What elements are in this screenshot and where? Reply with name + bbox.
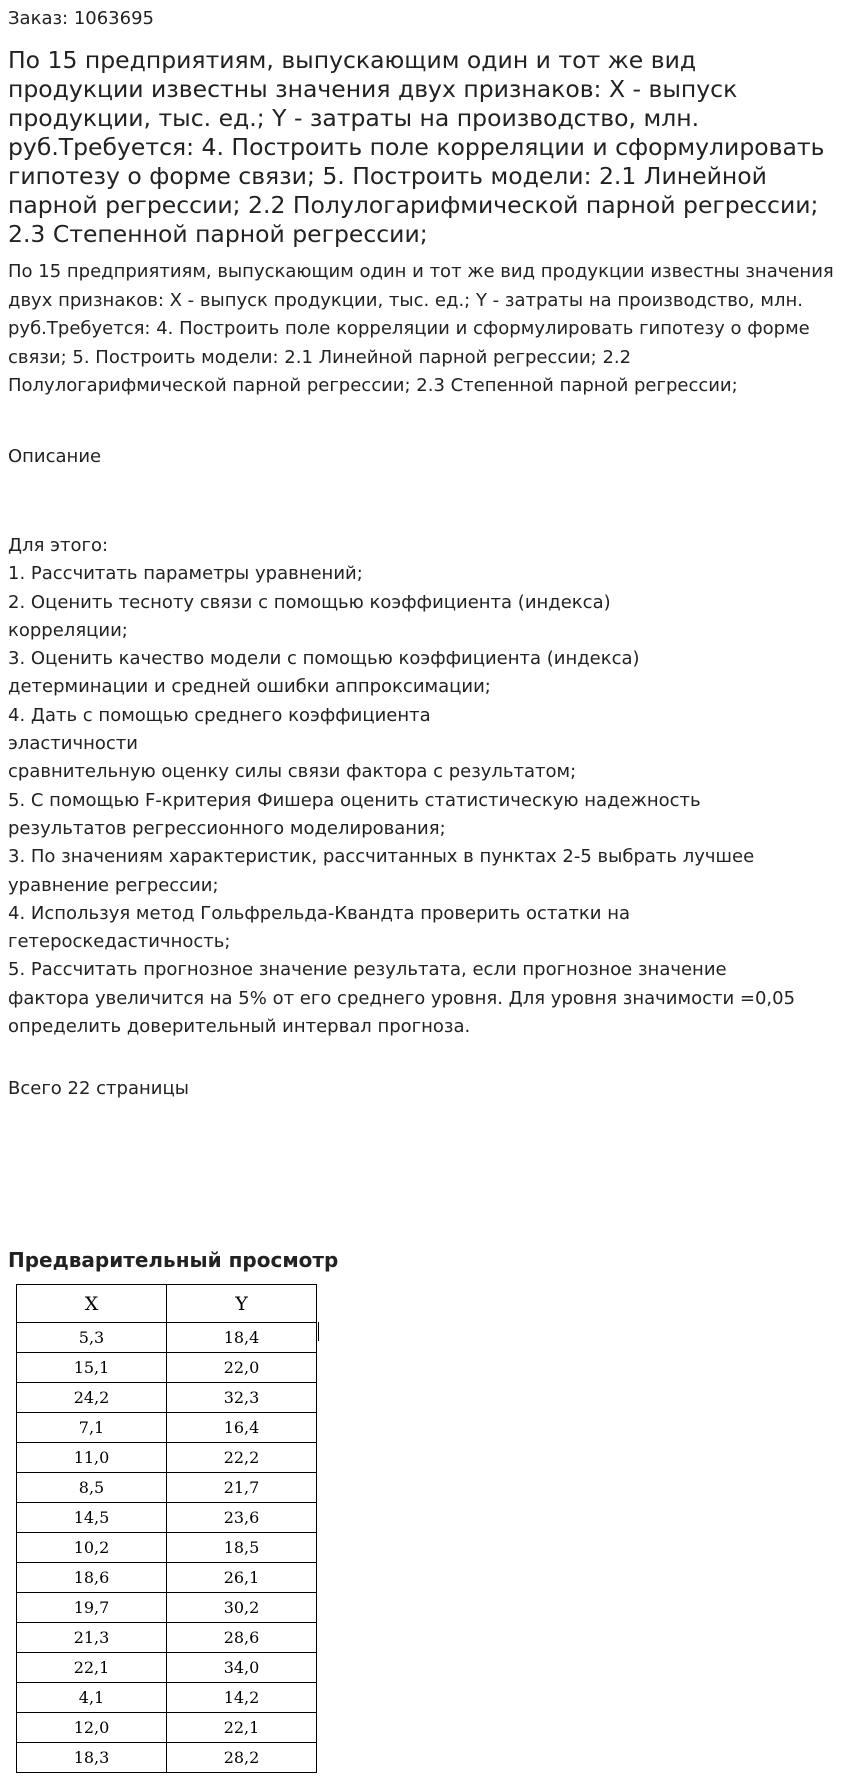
problem-description: По 15 предприятиям, выпускающим один и тот же вид продукции известны значения двух признаков: X - выпуск продукции, тыс. ед.; Y - затраты на производство, млн. руб.Требуется: 4. Построить поле корреляции и сформулировать гипотезу о форме связи; 5. Построить модели: 2.1 Линейной парной регрессии; 2.2 Полулогарифмической парной регрессии; 2.3 Степенной парной регрессии; — [8, 261, 834, 396]
cell-y: 18,5 — [167, 1533, 317, 1563]
cell-x: 24,2 — [17, 1383, 167, 1413]
cell-y: 22,0 — [167, 1353, 317, 1383]
cell-x: 15,1 — [17, 1353, 167, 1383]
page-title: По 15 предприятиям, выпускающим один и тот же вид продукции известны значения двух признаков: X - выпуск продукции, тыс. ед.; Y - затраты на производство, млн. руб.Требуется: 4. Построить поле корреляции и сформулировать гипотезу о форме связи; 5. Построить модели: 2.1 Линейной парной регрессии; 2.2 Полулогарифмической парной регрессии; 2.3 Степенной парной регрессии; — [8, 46, 825, 248]
cell-x: 14,5 — [17, 1503, 167, 1533]
cell-y: 14,2 — [167, 1683, 317, 1713]
table-row — [17, 1353, 317, 1383]
task-line: детерминации и средней ошибки аппроксимации; — [8, 676, 491, 698]
task-line: результатов регрессионного моделирования; — [8, 817, 446, 839]
cell-x: 4,1 — [17, 1683, 167, 1713]
task-line: эластичности — [8, 733, 138, 755]
cell-y: 30,2 — [167, 1593, 317, 1623]
header-y: Y — [167, 1285, 317, 1323]
cell-y: 28,6 — [167, 1623, 317, 1653]
cell-x: 22,1 — [17, 1653, 167, 1683]
cell-x: 7,1 — [17, 1413, 167, 1443]
cell-x: 19,7 — [17, 1593, 167, 1623]
cell-x: 5,3 — [17, 1323, 167, 1353]
cell-y: 22,1 — [167, 1713, 317, 1743]
table-row — [17, 1533, 317, 1563]
task-line: 2. Оценить тесноту связи с помощью коэффициента (индекса) — [8, 591, 611, 613]
task-line: Для этого: — [8, 535, 109, 556]
cell-x: 10,2 — [17, 1533, 167, 1563]
cell-y: 34,0 — [167, 1653, 317, 1683]
task-line: определить доверительный интервал прогноза. — [8, 1016, 471, 1038]
cell-y: 16,4 — [167, 1413, 317, 1443]
table-row — [17, 1323, 317, 1353]
task-line: 4. Используя метод Гольфрельда-Квандта проверить остатки на — [8, 902, 631, 924]
cell-y: 26,1 — [167, 1563, 317, 1593]
table-row — [17, 1713, 317, 1743]
table-row — [17, 1383, 317, 1413]
task-line: 5. С помощью F-критерия Фишера оценить статистическую надежность — [8, 789, 701, 811]
table-row — [17, 1563, 317, 1593]
cell-y: 21,7 — [167, 1473, 317, 1503]
task-line: фактора увеличится на 5% от его среднего уровня. Для уровня значимости =0,05 — [8, 987, 796, 1009]
task-line: 1. Рассчитать параметры уравнений; — [8, 563, 363, 585]
preview-heading: Предварительный просмотр — [8, 1248, 339, 1272]
cell-y: 28,2 — [167, 1743, 317, 1773]
cell-x: 8,5 — [17, 1473, 167, 1503]
task-line: 4. Дать с помощью среднего коэффициента — [8, 704, 431, 726]
description-section-label: Описание — [8, 446, 102, 467]
cell-y: 18,4 — [167, 1323, 317, 1353]
cell-y: 32,3 — [167, 1383, 317, 1413]
cell-x: 12,0 — [17, 1713, 167, 1743]
table-row — [17, 1623, 317, 1653]
task-line: сравнительную оценку силы связи фактора с результатом; — [8, 761, 577, 783]
task-line: 5. Рассчитать прогнозное значение результата, если прогнозное значение — [8, 959, 727, 981]
page-count: Всего 22 страницы — [8, 1078, 189, 1099]
table-row — [17, 1593, 317, 1623]
cell-y: 23,6 — [167, 1503, 317, 1533]
table-row — [17, 1443, 317, 1473]
header-x: X — [17, 1285, 167, 1323]
cell-x: 21,3 — [17, 1623, 167, 1653]
table-row — [17, 1503, 317, 1533]
table-header-row — [17, 1285, 317, 1323]
task-line: уравнение регрессии; — [8, 874, 219, 896]
task-line: 3. Оценить качество модели с помощью коэффициента (индекса) — [8, 648, 640, 670]
order-number: Заказ: 1063695 — [8, 8, 154, 29]
cell-x: 18,6 — [17, 1563, 167, 1593]
task-line: гетероскедастичность; — [8, 931, 231, 953]
cell-y: 22,2 — [167, 1443, 317, 1473]
table-row — [17, 1473, 317, 1503]
table-row — [17, 1653, 317, 1683]
table-row — [17, 1683, 317, 1713]
task-line: 3. По значениям характеристик, рассчитанных в пунктах 2-5 выбрать лучшее — [8, 846, 755, 868]
data-table — [16, 1284, 317, 1773]
table-row — [17, 1413, 317, 1443]
table-edge-mark — [318, 1322, 319, 1341]
cell-x: 11,0 — [17, 1443, 167, 1473]
cell-x: 18,3 — [17, 1743, 167, 1773]
table-row — [17, 1743, 317, 1773]
task-line: корреляции; — [8, 619, 128, 641]
task-list — [8, 532, 847, 1041]
